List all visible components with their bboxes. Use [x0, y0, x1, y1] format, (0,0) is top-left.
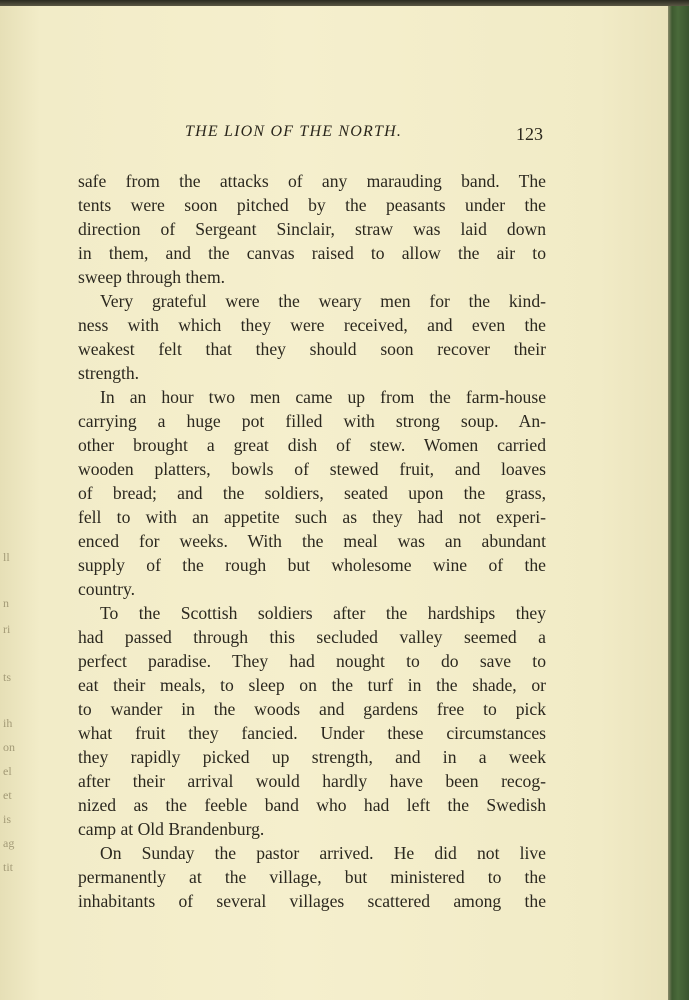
text-line: sweep through them.: [78, 267, 226, 287]
page-number: 123: [516, 124, 543, 144]
text-line: in them, and the canvas raised to allow the air to: [78, 243, 546, 263]
text-line: after their arrival would hardly have been recog-: [78, 771, 546, 791]
text-line: fell to with an appetite such as they had not experi-: [78, 507, 546, 527]
body-text: [78, 169, 546, 913]
text-line: had passed through this secluded valley seemed a: [78, 627, 546, 647]
text-line: permanently at the village, but ministered to the: [78, 867, 546, 887]
text-line: nized as the feeble band who had left the Swedish: [78, 795, 546, 815]
text-line: To the Scottish soldiers after the hardships they: [100, 603, 546, 623]
text-line: direction of Sergeant Sinclair, straw was laid down: [78, 219, 546, 239]
text-line: other brought a great dish of stew. Women carried: [78, 435, 546, 455]
text-line: camp at Old Brandenburg.: [78, 819, 265, 839]
text-line: On Sunday the pastor arrived. He did not live: [100, 843, 546, 863]
text-line: carrying a huge pot filled with strong soup. An-: [78, 411, 546, 431]
text-line: eat their meals, to sleep on the turf in the shade, or: [78, 675, 546, 695]
page-header: [0, 120, 672, 150]
text-line: of bread; and the soldiers, seated upon the grass,: [78, 483, 546, 503]
text-line: they rapidly picked up strength, and in a week: [78, 747, 546, 767]
text-line: wooden platters, bowls of stewed fruit, and loaves: [78, 459, 546, 479]
text-line: supply of the rough but wholesome wine of the: [78, 555, 546, 575]
text-line: to wander in the woods and gardens free to pick: [78, 699, 546, 719]
text-line: weakest felt that they should soon recover their: [78, 339, 546, 359]
text-line: country.: [78, 579, 135, 599]
text-line: In an hour two men came up from the farm-house: [100, 387, 546, 407]
running-title: THE LION OF THE NORTH.: [185, 123, 403, 140]
book-cover-edge: [668, 6, 689, 1000]
text-line: strength.: [78, 363, 140, 383]
text-line: inhabitants of several villages scattered among the: [78, 891, 546, 911]
facing-page-bleed-through: ll n ri ts ih on el et is ag tit: [3, 550, 15, 874]
text-line: ness with which they were received, and even the: [78, 315, 546, 335]
text-line: perfect paradise. They had nought to do save to: [78, 651, 546, 671]
text-line: Very grateful were the weary men for the kind-: [100, 291, 546, 311]
text-line: what fruit they fancied. Under these circumstances: [78, 723, 546, 743]
text-line: enced for weeks. With the meal was an abundant: [78, 531, 546, 551]
text-line: tents were soon pitched by the peasants under the: [78, 195, 546, 215]
text-line: safe from the attacks of any marauding band. The: [78, 171, 546, 191]
